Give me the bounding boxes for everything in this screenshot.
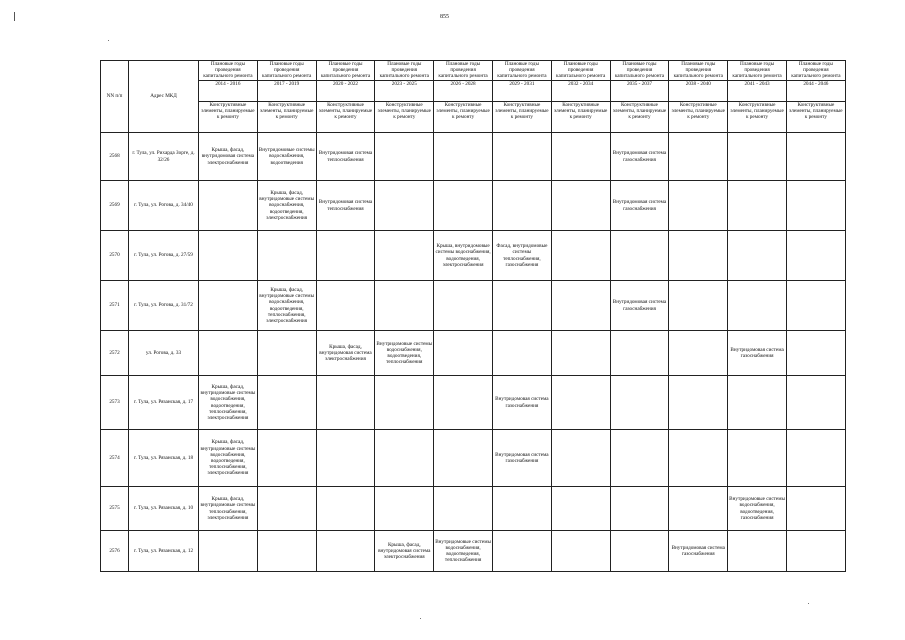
period-label: Плановые годы проведения капитального ремонта — [556, 61, 606, 80]
period-label: Плановые годы проведения капитального ремонта — [203, 61, 253, 80]
repair-cell: Внутридомовая система газоснабжения — [492, 376, 551, 430]
repair-cell — [434, 331, 493, 376]
repair-cell: Внутридомовая система газоснабжения — [610, 133, 669, 181]
elements-subheader: Конструктивные элементы, планируемые к ремонту — [316, 102, 375, 133]
row-address: г. Тула, ул. Рогова, д. 34/40 — [129, 181, 199, 231]
repair-cell — [728, 133, 787, 181]
repair-cell — [786, 376, 845, 430]
repair-cell — [551, 331, 610, 376]
row-address: г. Тула, ул. Рязанская, д. 18 — [129, 430, 199, 487]
row-address: ул. Рогова, д. 33 — [129, 331, 199, 376]
repair-cell — [786, 487, 845, 531]
period-label: Плановые годы проведения капитального ремонта — [379, 61, 429, 80]
repair-cell: Фасад, внутридомовые системы теплоснабжения, газоснабжения — [492, 231, 551, 281]
repair-cell: Внутридомовая система газоснабжения — [492, 430, 551, 487]
repair-cell — [786, 430, 845, 487]
repair-cell: Крыша, фасад, внутридомовые системы водоснабжения, водоотведения, теплоснабжения, электроснабжения — [199, 376, 258, 430]
repair-cell — [551, 487, 610, 531]
period-header-9 — [728, 61, 787, 102]
period-header-1 — [257, 61, 316, 102]
repair-cell — [199, 181, 258, 231]
row-address: г. Тула, ул. Рязанская, д. 10 — [129, 487, 199, 531]
elements-subheader: Конструктивные элементы, планируемые к ремонту — [375, 102, 434, 133]
repair-cell — [610, 487, 669, 531]
repair-cell: Внутридомовая система газоснабжения — [728, 331, 787, 376]
repair-cell — [316, 531, 375, 572]
repair-cell: Крыша, фасад, внутридомовые системы водоснабжения, водоотведения, теплоснабжения, электроснабжения — [199, 430, 258, 487]
repair-cell — [434, 281, 493, 331]
period-header-7 — [610, 61, 669, 102]
period-years: 2029 - 2031 — [493, 80, 551, 87]
elements-subheader: Конструктивные элементы, планируемые к ремонту — [669, 102, 728, 133]
period-years: 2023 - 2025 — [375, 80, 433, 87]
repair-cell — [669, 231, 728, 281]
repair-cell: Крыша, фасад, внутридомовые системы водоснабжения, водоотведения, теплоснабжения, электроснабжения — [257, 281, 316, 331]
repair-cell — [492, 531, 551, 572]
repair-cell — [316, 487, 375, 531]
row-address: г. Тула, ул. Рязанская, д. 12 — [129, 531, 199, 572]
repair-cell — [257, 430, 316, 487]
elements-subheader: Конструктивные элементы, планируемые к ремонту — [492, 102, 551, 133]
repair-cell — [375, 487, 434, 531]
repair-cell: Внутридомовые системы водоснабжения, водоотведения — [257, 133, 316, 181]
repair-cell: Крыша, фасад, внутридомовые системы водоснабжения, водоотведения, электроснабжения — [257, 181, 316, 231]
repair-cell — [375, 133, 434, 181]
repair-cell: Внутридомовая система газоснабжения — [610, 281, 669, 331]
repair-cell — [610, 531, 669, 572]
repair-cell — [669, 376, 728, 430]
repair-cell — [492, 281, 551, 331]
period-years: 2026 - 2028 — [434, 80, 492, 87]
table-row — [101, 281, 846, 331]
row-number: 2574 — [101, 430, 129, 487]
repair-cell — [610, 231, 669, 281]
repair-cell: Крыша, фасад, внутридомовые системы теплоснабжения, электроснабжения — [199, 487, 258, 531]
repair-cell — [610, 331, 669, 376]
col-no-header: NN п/п — [101, 61, 129, 133]
row-number: 2569 — [101, 181, 129, 231]
period-label: Плановые годы проведения капитального ремонта — [262, 61, 312, 80]
scan-dot — [808, 603, 809, 604]
period-header-0 — [199, 61, 258, 102]
period-years: 2017 - 2019 — [258, 80, 316, 87]
table-row — [101, 430, 846, 487]
repair-cell: Внутридомовые системы водоснабжения, водоотведения, теплоснабжения — [375, 331, 434, 376]
repair-cell — [551, 376, 610, 430]
row-address: г. Тула, ул. Рихарда Зорге, д. 32/26 — [129, 133, 199, 181]
repair-cell — [492, 181, 551, 231]
header-row — [101, 61, 846, 102]
period-header-2 — [316, 61, 375, 102]
repair-cell — [316, 376, 375, 430]
repair-cell: Внутридомовые системы водоснабжения, водоотведения, теплоснабжения — [434, 531, 493, 572]
period-label: Плановые годы проведения капитального ремонта — [791, 61, 841, 80]
row-number: 2576 — [101, 531, 129, 572]
table-row — [101, 181, 846, 231]
repair-cell — [669, 487, 728, 531]
repair-cell — [199, 281, 258, 331]
period-years: 2038 - 2040 — [669, 80, 727, 87]
repair-cell — [551, 231, 610, 281]
repair-cell — [786, 531, 845, 572]
repair-cell — [199, 531, 258, 572]
row-number: 2573 — [101, 376, 129, 430]
repair-cell — [669, 281, 728, 331]
page-number: 855 — [440, 14, 449, 20]
repair-cell: Внутридомовая система газоснабжения — [610, 181, 669, 231]
repair-cell — [786, 133, 845, 181]
elements-subheader: Конструктивные элементы, планируемые к ремонту — [610, 102, 669, 133]
repair-cell — [257, 376, 316, 430]
repair-cell — [728, 430, 787, 487]
repair-cell — [786, 281, 845, 331]
period-label: Плановые годы проведения капитального ремонта — [673, 61, 723, 80]
period-label: Плановые годы проведения капитального ремонта — [497, 61, 547, 80]
elements-subheader: Конструктивные элементы, планируемые к ремонту — [728, 102, 787, 133]
repair-cell: Крыша, фасад, внутридомовая система электроснабжения — [316, 331, 375, 376]
period-header-5 — [492, 61, 551, 102]
elements-subheader: Конструктивные элементы, планируемые к ремонту — [257, 102, 316, 133]
repair-cell — [492, 331, 551, 376]
period-label: Плановые годы проведения капитального ремонта — [438, 61, 488, 80]
repair-cell — [786, 231, 845, 281]
repair-cell — [375, 231, 434, 281]
table-row — [101, 133, 846, 181]
repair-cell — [728, 281, 787, 331]
table-row — [101, 531, 846, 572]
repair-cell — [786, 181, 845, 231]
repair-cell — [257, 531, 316, 572]
repair-cell: Крыша, внутридомовые системы водоснабжения, водоотведения, электроснабжения — [434, 231, 493, 281]
repair-cell: Крыша, фасад, внутридомовая система электроснабжения — [199, 133, 258, 181]
period-header-10 — [786, 61, 845, 102]
period-years: 2020 - 2022 — [317, 80, 375, 87]
repair-cell — [316, 430, 375, 487]
repair-cell — [551, 281, 610, 331]
subheader-row — [101, 102, 846, 133]
table-row — [101, 487, 846, 531]
row-address: г. Тула, ул. Рогова, д. 31/72 — [129, 281, 199, 331]
repair-cell — [257, 487, 316, 531]
period-header-4 — [434, 61, 493, 102]
repair-cell — [728, 376, 787, 430]
repair-cell — [551, 430, 610, 487]
repair-cell — [199, 331, 258, 376]
repair-cell — [316, 281, 375, 331]
repair-cell — [316, 231, 375, 281]
period-label: Плановые годы проведения капитального ремонта — [614, 61, 665, 80]
scan-dot — [108, 40, 109, 41]
repair-cell — [375, 376, 434, 430]
repair-cell: Внутридомовая система теплоснабжения — [316, 181, 375, 231]
repair-cell — [434, 133, 493, 181]
repair-cell — [434, 181, 493, 231]
repair-schedule-table — [100, 60, 846, 572]
repair-cell — [551, 181, 610, 231]
period-years: 2014 - 2016 — [199, 80, 257, 87]
period-header-8 — [669, 61, 728, 102]
row-address: г. Тула, ул. Рогова, д. 27/59 — [129, 231, 199, 281]
period-years: 2044 - 2046 — [787, 80, 845, 87]
repair-cell — [199, 231, 258, 281]
repair-cell — [610, 430, 669, 487]
period-label: Плановые годы проведения капитального ремонта — [732, 61, 782, 80]
repair-cell — [669, 181, 728, 231]
row-number: 2575 — [101, 487, 129, 531]
repair-cell: Внутридомовая система теплоснабжения — [316, 133, 375, 181]
repair-cell: Внутридомовые системы водоснабжения, водоотведения, газоснабжения — [728, 487, 787, 531]
repair-cell — [610, 376, 669, 430]
scan-dot — [420, 618, 421, 619]
repair-cell — [434, 430, 493, 487]
period-header-6 — [551, 61, 610, 102]
repair-cell — [728, 231, 787, 281]
period-years: 2032 - 2034 — [552, 80, 610, 87]
table-row — [101, 231, 846, 281]
repair-cell — [257, 231, 316, 281]
elements-subheader: Конструктивные элементы, планируемые к ремонту — [199, 102, 258, 133]
repair-cell — [669, 331, 728, 376]
repair-cell — [786, 331, 845, 376]
repair-cell — [375, 281, 434, 331]
period-years: 2035 - 2037 — [611, 80, 669, 87]
elements-subheader: Конструктивные элементы, планируемые к ремонту — [551, 102, 610, 133]
row-number: 2568 — [101, 133, 129, 181]
row-address: г. Тула, ул. Рязанская, д. 17 — [129, 376, 199, 430]
period-label: Плановые годы проведения капитального ремонта — [320, 61, 371, 80]
period-years: 2041 - 2043 — [728, 80, 786, 87]
repair-cell — [728, 181, 787, 231]
repair-cell — [551, 133, 610, 181]
repair-cell — [257, 331, 316, 376]
repair-cell — [434, 487, 493, 531]
col-address-header: Адрес МКД — [129, 61, 199, 133]
repair-cell — [551, 531, 610, 572]
repair-cell — [492, 487, 551, 531]
table-row — [101, 376, 846, 430]
repair-cell — [728, 531, 787, 572]
row-number: 2572 — [101, 331, 129, 376]
elements-subheader: Конструктивные элементы, планируемые к ремонту — [786, 102, 845, 133]
repair-cell — [375, 181, 434, 231]
repair-cell — [669, 430, 728, 487]
row-number: 2571 — [101, 281, 129, 331]
row-number: 2570 — [101, 231, 129, 281]
repair-cell — [492, 133, 551, 181]
repair-cell: Крыша, фасад, внутридомовая система электроснабжения — [375, 531, 434, 572]
period-header-3 — [375, 61, 434, 102]
repair-cell — [375, 430, 434, 487]
table-row — [101, 331, 846, 376]
repair-cell — [669, 133, 728, 181]
repair-cell — [434, 376, 493, 430]
repair-cell: Внутридомовая система газоснабжения — [669, 531, 728, 572]
elements-subheader: Конструктивные элементы, планируемые к ремонту — [434, 102, 493, 133]
scan-mark — [14, 12, 15, 21]
